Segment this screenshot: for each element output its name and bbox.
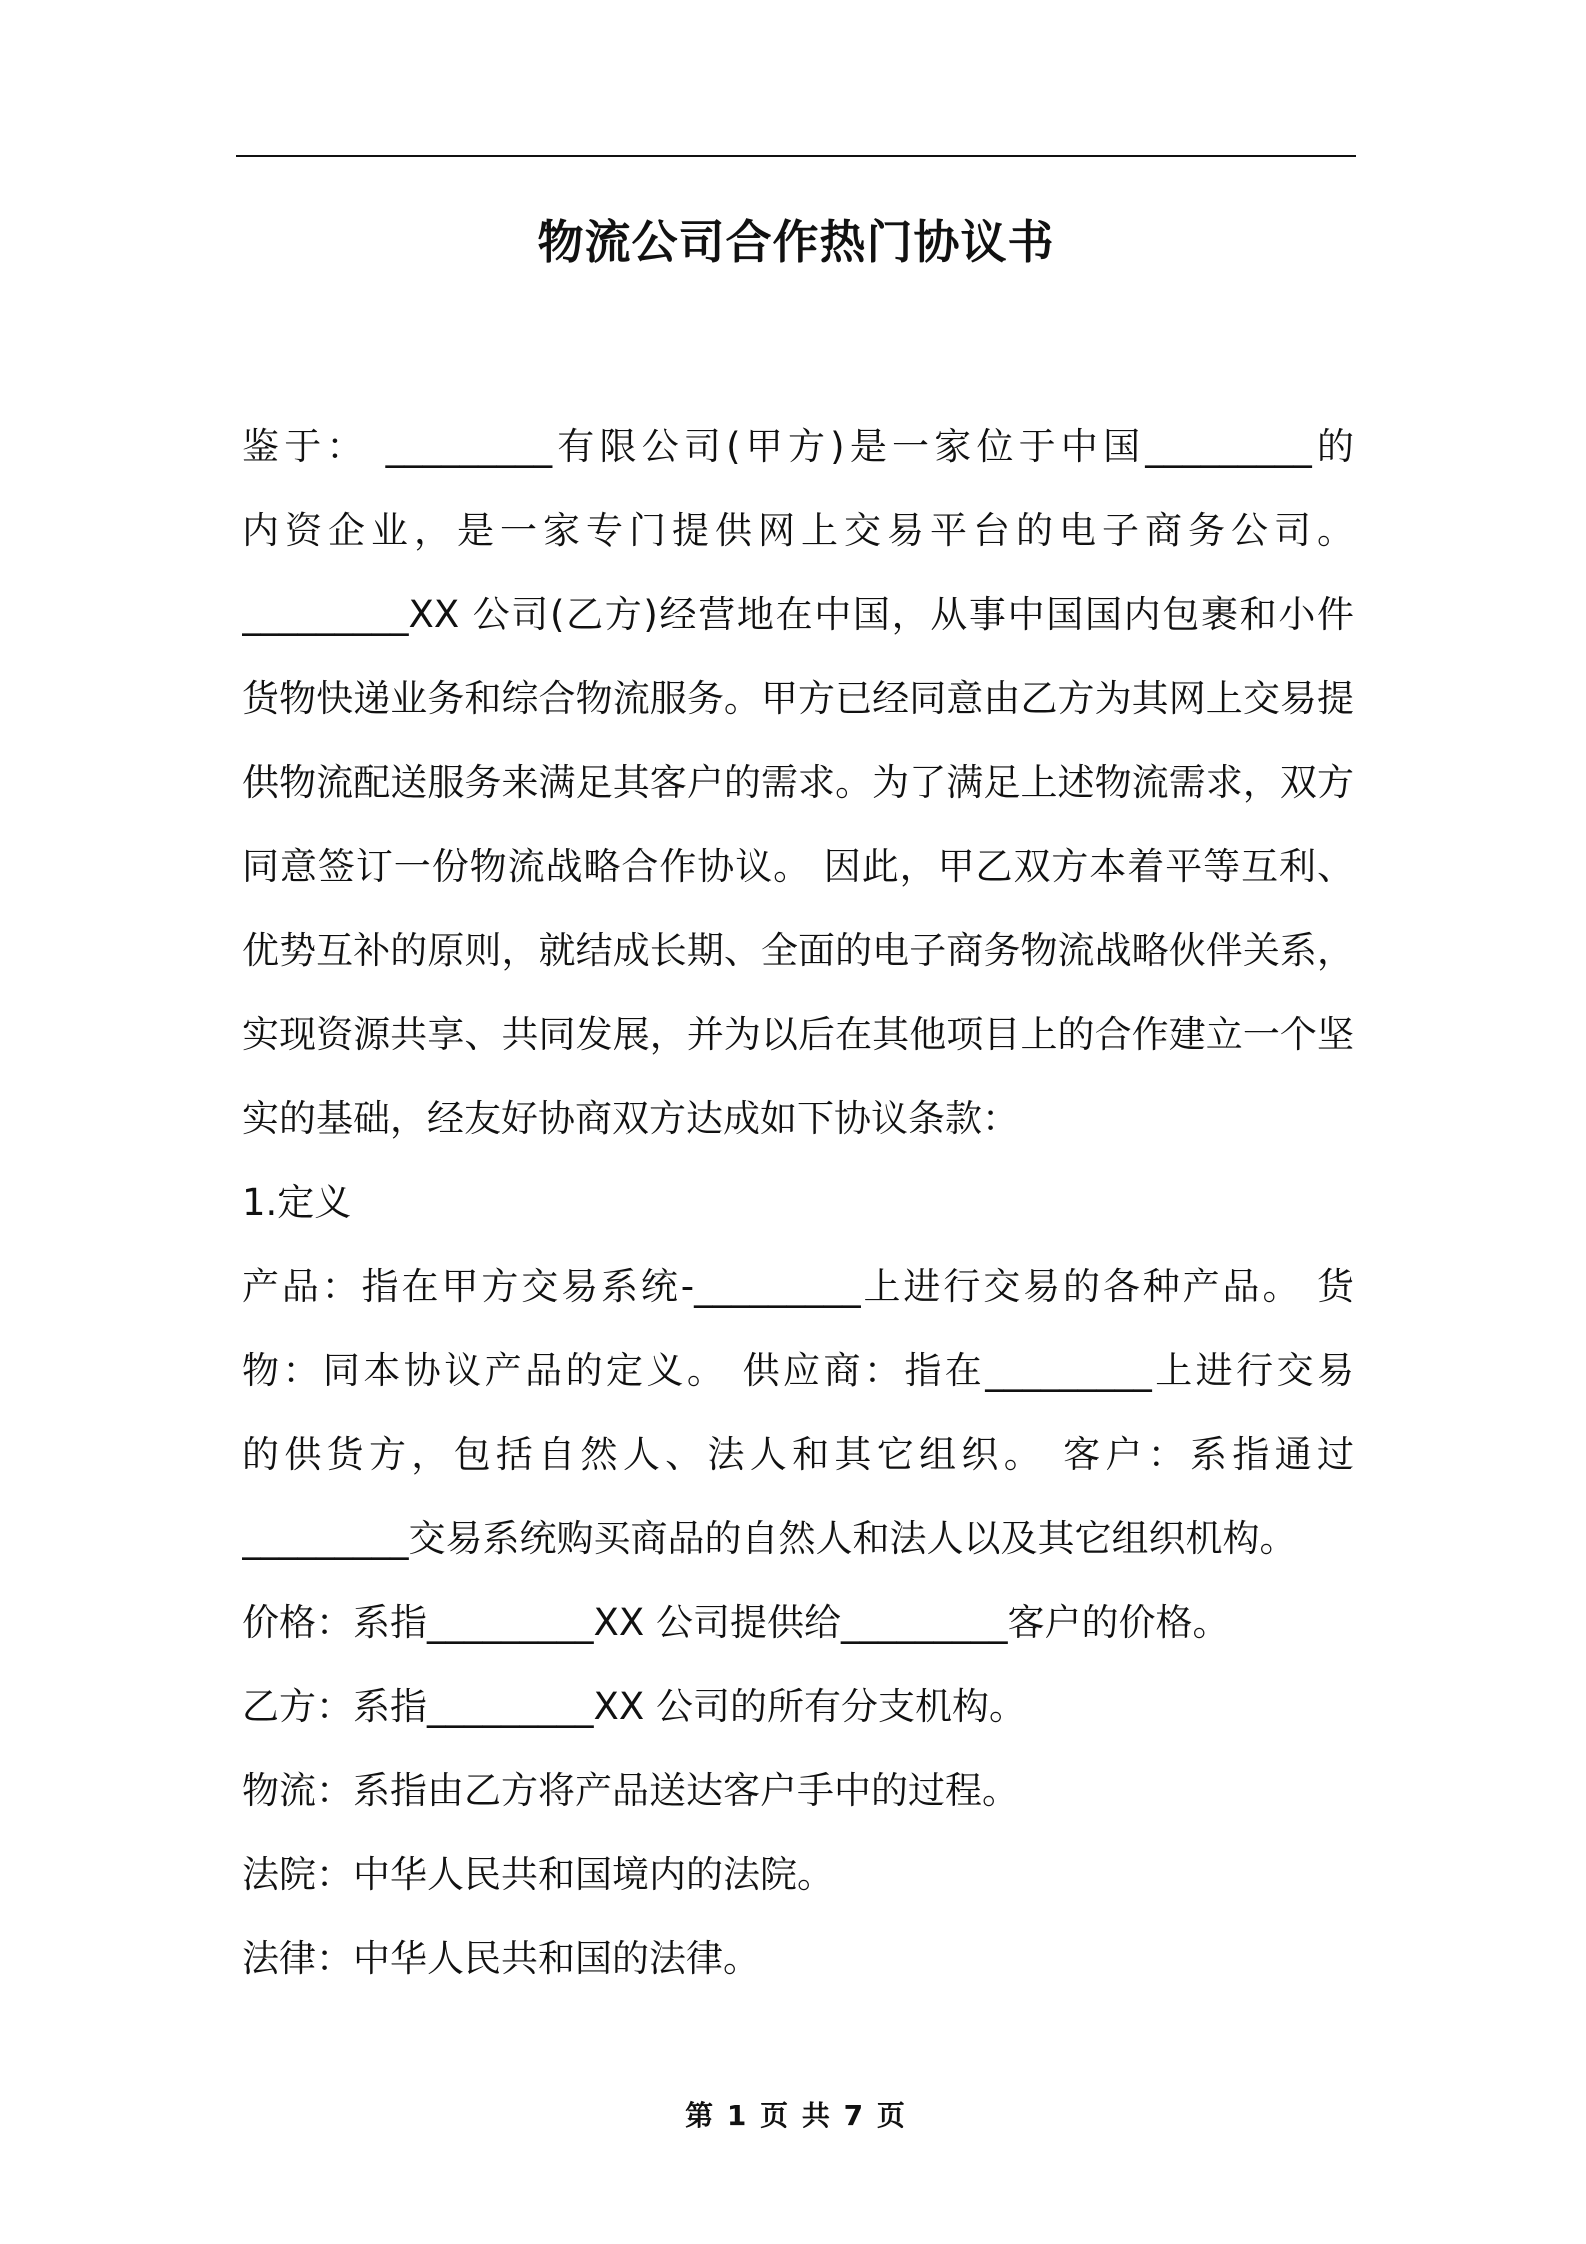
body-line: 乙方：系指_________XX 公司的所有分支机构。 [242,1685,1026,1728]
body-line: 的供货方，包括自然人、法人和其它组织。 客户：系指通过 [242,1433,1354,1476]
document-title: 物流公司合作热门协议书 [537,215,1055,269]
body-line: 同意签订一份物流战略合作协议。 因此，甲乙双方本着平等互利、 [242,845,1354,888]
header-rule [236,155,1356,157]
body-line: 法律：中华人民共和国的法律。 [242,1937,760,1980]
body-line: 物流：系指由乙方将产品送达客户手中的过程。 [242,1769,1019,1812]
body-line: _________交易系统购买商品的自然人和法人以及其它组织机构。 [242,1517,1297,1560]
body-line: 优势互补的原则，就结成长期、全面的电子商务物流战略伙伴关系， [242,929,1354,972]
body-line: 供物流配送服务来满足其客户的需求。为了满足上述物流需求，双方 [242,761,1354,804]
page-number: 第 1 页 共 7 页 [685,2099,907,2132]
body-line: 货物快递业务和综合物流服务。甲方已经同意由乙方为其网上交易提 [242,677,1354,720]
body-line: 内资企业，是一家专门提供网上交易平台的电子商务公司。 [242,509,1354,552]
document-body [242,405,1354,2001]
section-heading: 1.定义 [242,1181,352,1224]
body-line: 法院：中华人民共和国境内的法院。 [242,1853,834,1896]
body-line: 鉴于： _________有限公司(甲方)是一家位于中国_________的 [242,425,1354,468]
body-line: 产品：指在甲方交易系统-_________上进行交易的各种产品。 货 [242,1265,1354,1308]
body-line: 实现资源共享、共同发展，并为以后在其他项目上的合作建立一个坚 [242,1013,1354,1056]
body-line: _________XX 公司(乙方)经营地在中国，从事中国国内包裹和小件 [242,593,1354,636]
body-line: 实的基础，经友好协商双方达成如下协议条款： [242,1097,1019,1140]
body-line: 价格：系指_________XX 公司提供给_________客户的价格。 [242,1601,1230,1644]
body-line: 物：同本协议产品的定义。 供应商：指在_________上进行交易 [242,1349,1354,1392]
